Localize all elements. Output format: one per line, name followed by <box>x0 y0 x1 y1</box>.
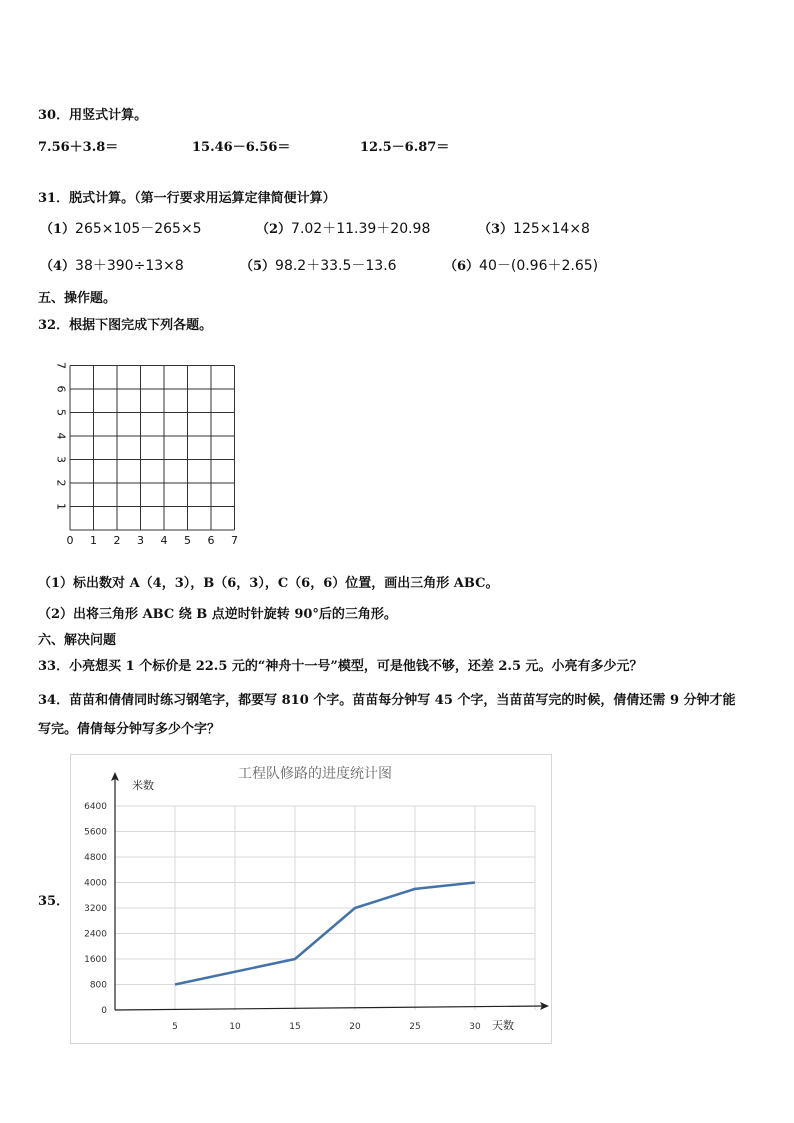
q30-title: 30．用竖式计算。 <box>38 108 148 123</box>
q31-item-num: （4） <box>40 259 76 274</box>
grid-y-labels <box>55 362 68 510</box>
grid-y-tick-label: 7 <box>54 362 68 369</box>
chart-y-tick-label: 800 <box>89 980 107 991</box>
chart-y-tick-label: 4800 <box>84 853 107 863</box>
q31-item-expr: 40－(0.96＋2.65) <box>479 258 599 274</box>
q30-item-1: 7.56＋3.8＝ <box>38 140 119 155</box>
chart-y-tick-label: 1600 <box>84 955 107 965</box>
chart-x-tick-label: 5 <box>172 1022 178 1032</box>
chart-y-tick-label: 4000 <box>84 878 107 889</box>
grid-x-tick-label: 6 <box>207 534 215 547</box>
chart-x-tick-label: 30 <box>469 1022 481 1032</box>
q31-item-num: （6） <box>444 259 480 274</box>
grid-y-tick-label: 3 <box>54 456 68 463</box>
q31-item-expr: 7.02＋11.39＋20.98 <box>291 221 431 237</box>
q31-item-6 <box>444 255 598 275</box>
chart-x-tick-label: 20 <box>349 1022 361 1032</box>
q31-title: 31．脱式计算。（第一行要求用运算定律简便计算） <box>38 191 336 206</box>
chart-y-tick-label: 5600 <box>84 827 107 838</box>
chart-x-axis-label: 天数 <box>492 1019 514 1032</box>
grid-y-tick-label: 5 <box>54 409 68 416</box>
chart-x-tick-label: 15 <box>289 1022 301 1032</box>
q31-item-expr: 125×14×8 <box>513 221 590 237</box>
grid-x-tick-label: 1 <box>90 534 97 547</box>
progress-line-chart <box>70 754 552 1044</box>
chart-y-axis-label: 米数 <box>132 779 154 792</box>
q31-item-expr: 38＋390÷13×8 <box>75 258 184 274</box>
grid-y-tick-label: 6 <box>54 385 68 393</box>
q32-title: 32．根据下图完成下列各题。 <box>38 318 213 333</box>
q32-sub2: （2）出将三角形 ABC 绕 B 点逆时针旋转 90°后的三角形。 <box>38 607 397 622</box>
grid-x-tick-label: 4 <box>160 534 168 547</box>
chart-y-tick-label: 2400 <box>84 929 107 940</box>
chart-y-tick-label: 3200 <box>84 904 107 914</box>
grid-x-tick-label: 3 <box>137 534 144 547</box>
q31-item-1 <box>40 218 202 238</box>
q31-item-4 <box>40 255 184 275</box>
chart-x-tick-label: 25 <box>409 1022 421 1032</box>
grid-x-labels <box>67 534 239 547</box>
q31-item-expr: 265×105－265×5 <box>75 221 202 237</box>
q34-text-line1: 34．苗苗和倩倩同时练习钢笔字，都要写 810 个字。苗苗每分钟写 45 个字，当苗苗写完的时候，倩倩还需 9 分钟才能 <box>38 693 736 708</box>
grid-lines <box>70 366 235 531</box>
grid-y-tick-label: 2 <box>54 479 68 487</box>
q31-item-num: （3） <box>478 222 514 237</box>
q30-item-3: 12.5－6.87＝ <box>360 140 450 155</box>
chart-y-tick-label: 6400 <box>84 802 107 812</box>
section6-heading: 六、解决问题 <box>38 633 117 648</box>
chart-x-tick-label: 10 <box>229 1022 241 1032</box>
grid-y-tick-label: 4 <box>54 432 68 440</box>
q31-item-5 <box>240 255 397 275</box>
q31-item-num: （2） <box>256 222 292 237</box>
q31-item-expr: 98.2＋33.5－13.6 <box>275 258 397 274</box>
q35-number: 35． <box>38 894 70 909</box>
q31-item-num: （5） <box>240 259 276 274</box>
q33-text: 33．小亮想买 1 个标价是 22.5 元的“神舟十一号”模型，可是他钱不够，还差 2.5 元。小亮有多少元？ <box>38 659 643 674</box>
chart-title: 工程队修路的进度统计图 <box>238 766 392 782</box>
q34-text-line2: 写完。倩倩每分钟写多少个字？ <box>38 722 221 737</box>
section5-heading: 五、操作题。 <box>38 291 117 306</box>
chart-y-tick-label: 0 <box>101 1006 107 1016</box>
grid-y-tick-label: 1 <box>54 503 68 510</box>
grid-x-tick-label: 7 <box>231 534 238 547</box>
q32-sub1: （1）标出数对 A（4，3），B（6，3），C（6，6）位置，画出三角形 ABC。 <box>38 576 499 591</box>
chart-frame <box>71 755 552 1044</box>
grid-x-tick-label: 0 <box>66 534 74 547</box>
q30-item-2: 15.46－6.56＝ <box>192 140 291 155</box>
grid-x-tick-label: 5 <box>184 534 191 547</box>
q31-item-num: （1） <box>40 222 76 237</box>
q31-item-2 <box>256 218 430 238</box>
q31-item-3 <box>478 218 590 237</box>
coordinate-grid <box>50 360 250 550</box>
grid-x-tick-label: 2 <box>113 534 121 547</box>
